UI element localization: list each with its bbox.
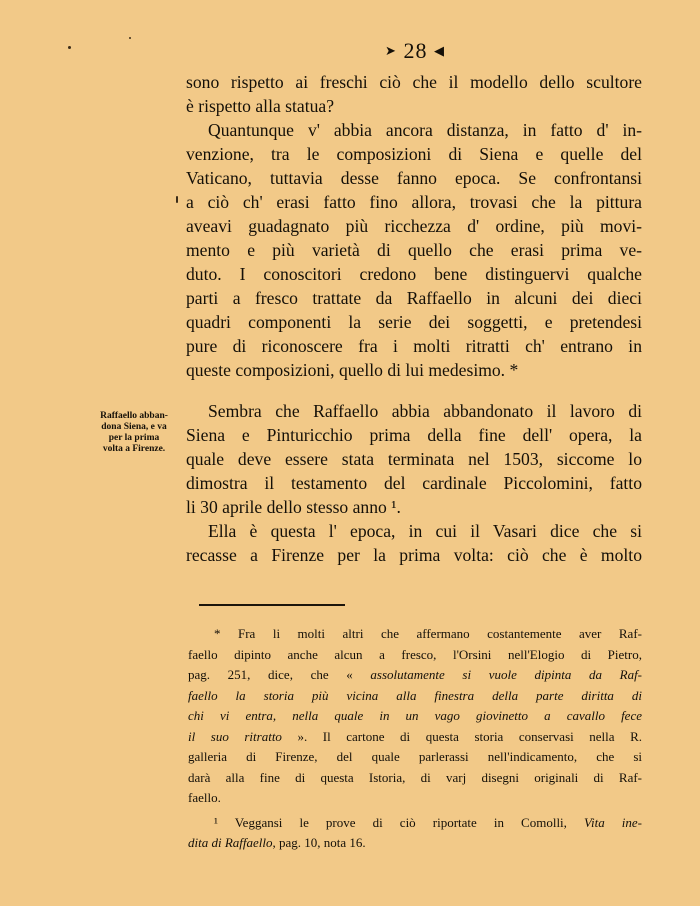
text-line: Sembra che Raffaello abbia abbandonato il lavoro di xyxy=(208,401,642,421)
marginal-note-line: dona Siena, e va xyxy=(101,422,167,432)
text-line: duto. I conoscitori credono bene distinguervi qualche xyxy=(186,264,642,284)
paper-speck xyxy=(68,46,71,49)
footnote-line xyxy=(188,665,642,686)
marginal-note-line: volta a Firenze. xyxy=(102,444,166,454)
main-text xyxy=(186,70,642,567)
text-line: Ella è questa l' epoca, in cui il Vasari dice che si xyxy=(208,521,642,541)
footnote-line xyxy=(188,813,642,834)
footnote-line xyxy=(188,727,642,748)
marginal-note xyxy=(86,411,182,455)
text-line: venzione, tra le composizioni di Siena e quelle del xyxy=(186,144,642,164)
text-line: a ciò ch' erasi fatto fino allora, trovasi che la pittura xyxy=(186,192,642,212)
footnote-text: , pag. 10, nota 16. xyxy=(272,835,366,850)
text-line: quadri componenti la serie dei soggetti, e pretendesi xyxy=(186,312,642,332)
footnote-quote: chi vi entra, nella quale in un vago giovinetto a cavallo fece xyxy=(188,708,642,723)
footnote-line: faello. xyxy=(188,790,221,805)
page-header xyxy=(360,38,470,64)
text-line: pure di riconoscere fra i molti ritratti ch' entrano in xyxy=(186,336,642,356)
text-line: è rispetto alla statua? xyxy=(186,96,335,116)
text-line: parti a fresco trattate da Raffaello in alcuni dei dieci xyxy=(186,288,642,308)
footnote-quote: assolutamente si vuole dipinta da Raf- xyxy=(370,667,643,682)
paper-speck xyxy=(129,37,131,39)
text-line: Siena e Pinturicchio prima della fine dell' opera, la xyxy=(186,425,642,445)
paper-speck xyxy=(176,196,178,203)
footnote-line xyxy=(188,833,642,854)
footnotes xyxy=(188,624,642,854)
text-line: li 30 aprile dello stesso anno ¹. xyxy=(186,497,401,517)
marginal-note-line: per la prima xyxy=(108,433,160,443)
left-ornament-icon: ➤ xyxy=(385,43,397,58)
footnote-quote: faello la storia più vicina alla finestra della parte diritta di xyxy=(188,687,642,703)
footnote-text: ». Il cartone di questa storia conservasi nella R. xyxy=(297,728,643,744)
paragraph-gap xyxy=(186,382,642,399)
text-line: Quantunque v' abbia ancora distanza, in fatto d' in- xyxy=(208,120,642,140)
text-line: aveavi guadagnato più ricchezza d' ordine, più movi- xyxy=(186,216,642,236)
footnote-text: pag. 251, dice, che « xyxy=(188,667,353,682)
footnote-title: Vita ine- xyxy=(584,814,642,830)
text-line: sono rispetto ai freschi ciò che il modello dello scultore xyxy=(186,72,642,92)
text-line: Vaticano, tuttavia desse fanno epoca. Se confrontansi xyxy=(186,168,642,188)
footnote-line: * Fra li molti altri che affermano costantemente aver Raf- xyxy=(214,626,642,641)
text-line: mento e più varietà di quello che erasi prima ve- xyxy=(186,240,642,260)
footnote-quote: il suo ritratto xyxy=(188,728,282,744)
footnote-line: faello dipinto anche alcun a fresco, l'Orsini nell'Elogio di Pietro, xyxy=(188,646,642,662)
text-line: recasse a Firenze per la prima volta: ciò che è molto xyxy=(186,545,642,565)
text-line: dimostra il testamento del cardinale Piccolomini, fatto xyxy=(186,473,642,493)
page-number: 28 xyxy=(403,38,428,63)
text-line: queste composizioni, quello di lui medesimo. * xyxy=(186,360,519,380)
footnote-line: darà alla fine di questa Istoria, di varj disegni originali di Raf- xyxy=(188,769,642,785)
footnote-title: dita di Raffaello xyxy=(188,835,273,850)
footnote-separator xyxy=(199,604,345,606)
footnote-text: ¹ Veggansi le prove di ciò riportate in Comolli, xyxy=(214,814,567,830)
right-ornament-icon: ◀ xyxy=(433,43,445,58)
marginal-note-line: Raffaello abban- xyxy=(100,411,168,421)
footnote-line: galleria di Firenze, del quale parlerassi nell'indicamento, che si xyxy=(188,749,642,764)
text-line: quale deve essere stata terminata nel 1503, siccome lo xyxy=(186,449,642,469)
